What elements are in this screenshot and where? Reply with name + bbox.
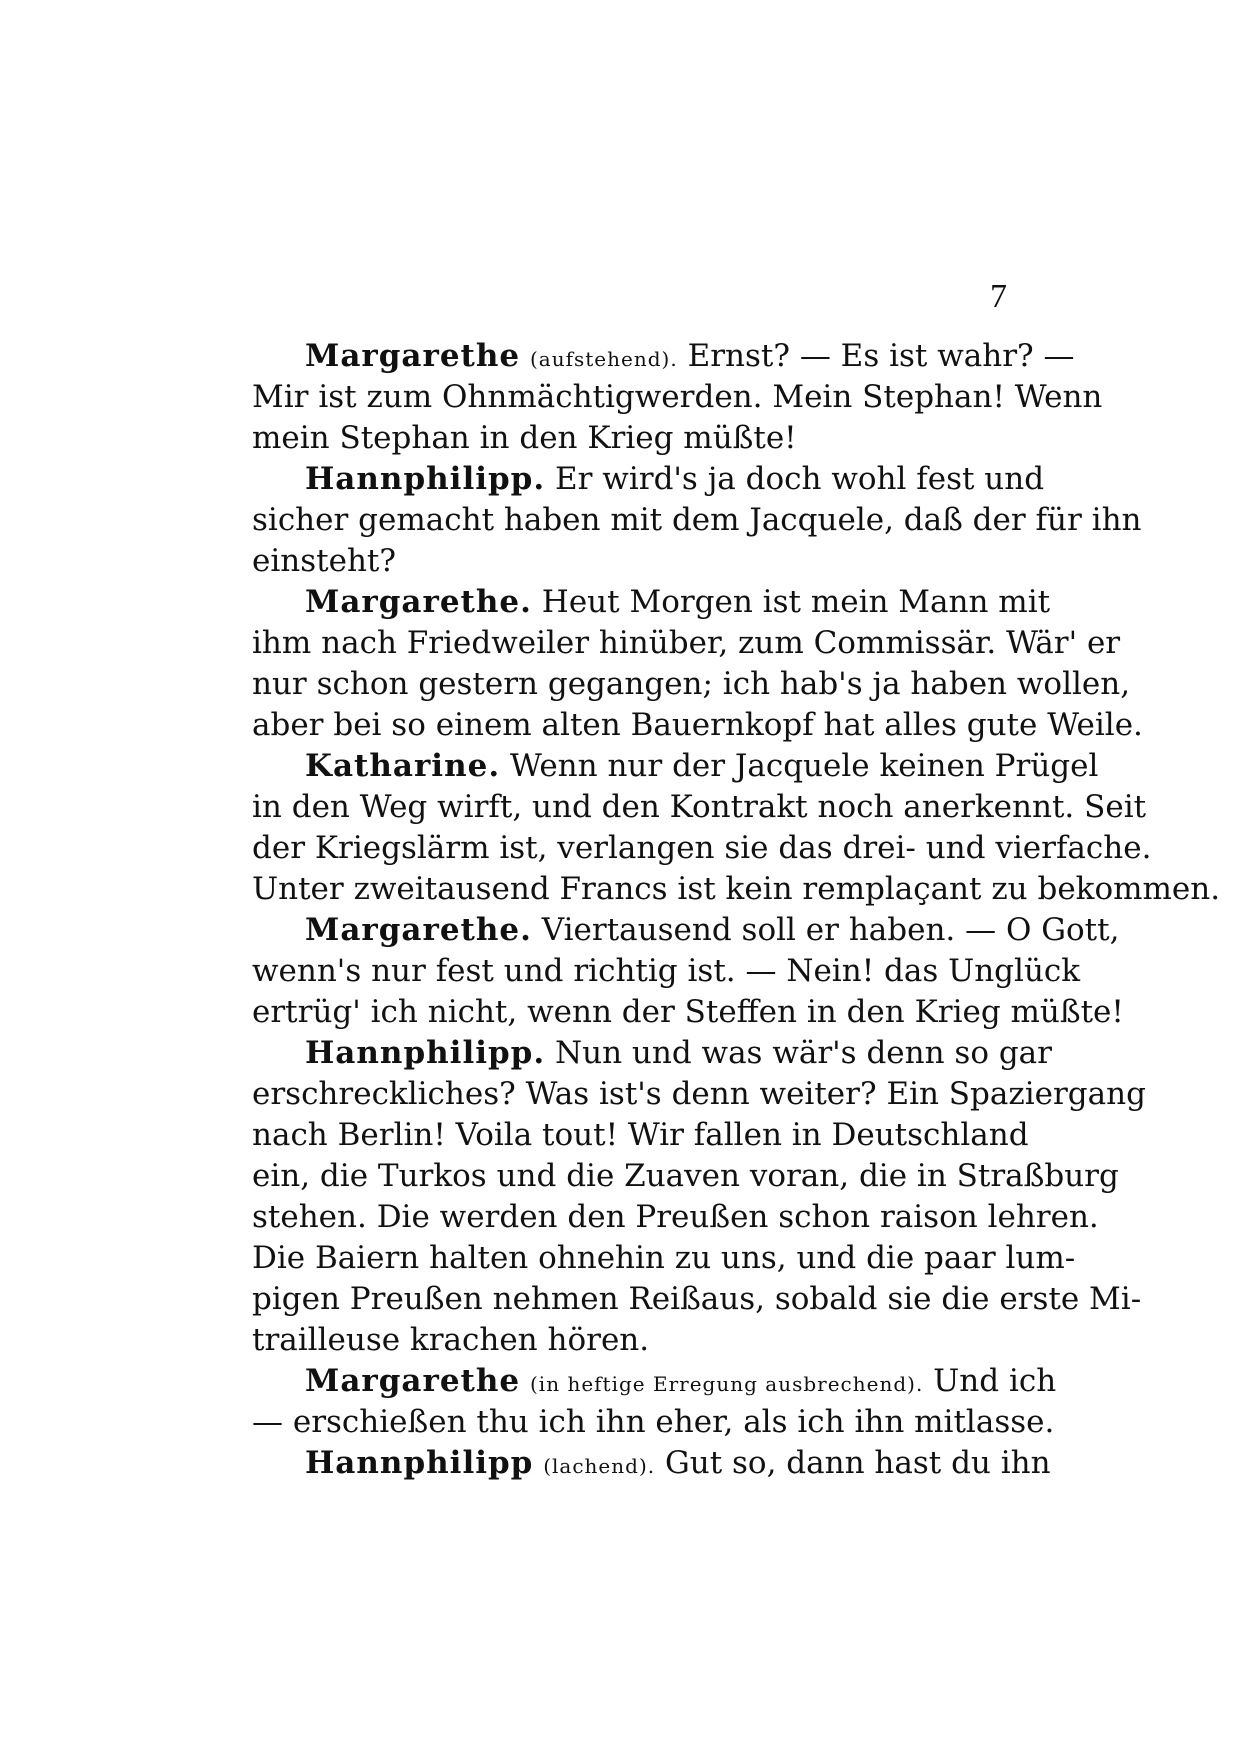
text-line: wenn's nur fest und richtig ist. — Nein! das Unglück [252, 953, 1081, 989]
dialogue-text: Er wird's ja doch wohl fest und [555, 461, 1045, 497]
text-line: sicher gemacht haben mit dem Jacquele, daß der für ihn [252, 502, 1142, 538]
text-line: aber bei so einem alten Bauernkopf hat alles gute Weile. [252, 707, 1143, 743]
text-line: — erschießen thu ich ihn eher, als ich ihn mitlasse. [252, 1404, 1055, 1440]
speaker-name: Katharine. [305, 748, 501, 784]
stage-direction: (in heftige Erregung ausbrechend). [530, 1372, 924, 1396]
text-line: ihm nach Friedweiler hinüber, zum Commissär. Wär' er [252, 625, 1121, 661]
dialogue-text: Ernst? — Es ist wahr? — [687, 338, 1075, 374]
dialogue-text: Und ich [933, 1363, 1057, 1399]
text-line: stehen. Die werden den Preußen schon raison lehren. [252, 1199, 1099, 1235]
text-line: trailleuse krachen hören. [252, 1322, 650, 1358]
text-line [305, 582, 1051, 623]
dialogue-text: Gut so, dann hast du ihn [664, 1445, 1051, 1481]
speaker-name: Margarethe. [305, 912, 532, 948]
text-line: ertrüg' ich nicht, wenn der Steffen in den Krieg müßte! [252, 994, 1124, 1030]
text-line: pigen Preußen nehmen Reißaus, sobald sie die erste Mi- [252, 1281, 1142, 1317]
text-line: nach Berlin! Voila tout! Wir fallen in Deutschland [252, 1117, 1029, 1153]
text-line [305, 336, 1075, 377]
text-line: Mir ist zum Ohnmächtigwerden. Mein Stephan! Wenn [252, 379, 1103, 415]
text-line: in den Weg wirft, und den Kontrakt noch anerkennt. Seit [252, 789, 1147, 825]
text-line [305, 910, 1120, 951]
text-line [305, 746, 1099, 787]
speaker-name: Hannphilipp [305, 1445, 534, 1481]
dialogue-text: Nun und was wär's denn so gar [555, 1035, 1052, 1071]
play-text [252, 336, 1221, 1484]
speaker-name: Margarethe [305, 1363, 521, 1399]
stage-direction: (lachend). [543, 1454, 656, 1478]
stage-direction: (aufstehend). [530, 347, 678, 371]
text-line: einsteht? [252, 543, 396, 579]
dialogue-text: Wenn nur der Jacquele keinen Prügel [510, 748, 1099, 784]
dialogue-text: Heut Morgen ist mein Mann mit [541, 584, 1051, 620]
text-line [305, 1361, 1057, 1402]
text-line [305, 459, 1045, 500]
text-line: der Kriegslärm ist, verlangen sie das drei- und vierfache. [252, 830, 1152, 866]
speaker-name: Hannphilipp. [305, 461, 546, 497]
text-line: mein Stephan in den Krieg müßte! [252, 420, 797, 456]
text-line: Die Baiern halten ohnehin zu uns, und die paar lum- [252, 1240, 1076, 1276]
speaker-name: Hannphilipp. [305, 1035, 546, 1071]
text-line [305, 1033, 1052, 1074]
text-line: nur schon gestern gegangen; ich hab's ja haben wollen, [252, 666, 1131, 702]
text-line: erschreckliches? Was ist's denn weiter? Ein Spaziergang [252, 1076, 1146, 1112]
text-line: Unter zweitausend Francs ist kein remplaçant zu bekommen. [252, 871, 1221, 907]
speaker-name: Margarethe. [305, 584, 532, 620]
page-number: 7 [990, 278, 1007, 315]
speaker-name: Margarethe [305, 338, 521, 374]
text-line [305, 1443, 1051, 1484]
dialogue-text: Viertausend soll er haben. — O Gott, [541, 912, 1120, 948]
text-line: ein, die Turkos und die Zuaven voran, die in Straßburg [252, 1158, 1119, 1194]
